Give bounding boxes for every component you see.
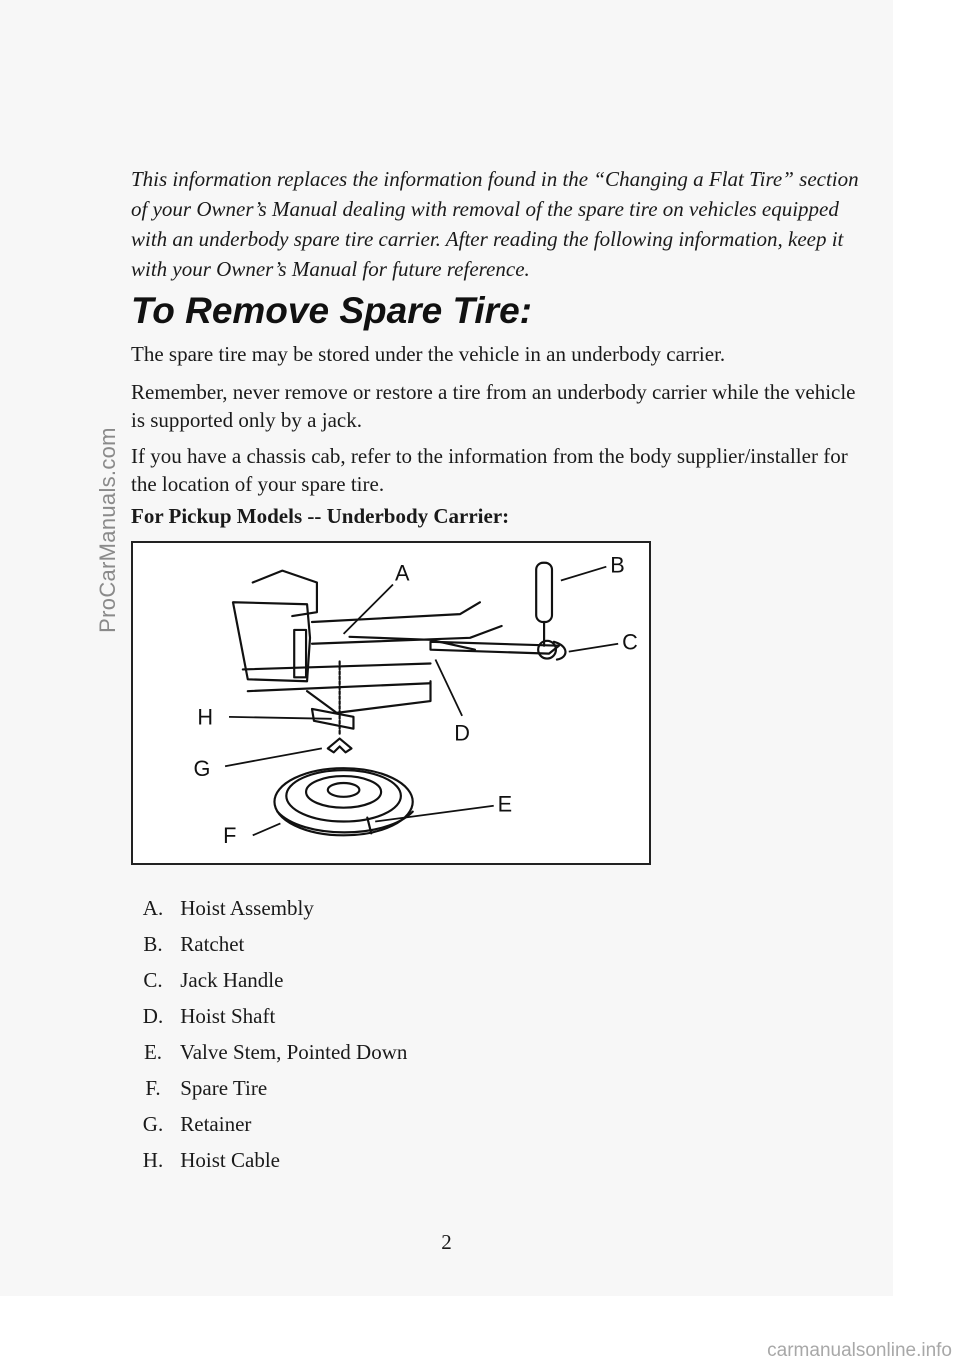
bumper-lines xyxy=(243,663,431,691)
legend-key: H. xyxy=(142,1148,164,1172)
legend-key: G. xyxy=(142,1112,164,1136)
legend-key: E. xyxy=(143,1040,163,1064)
legend-key: D. xyxy=(142,1004,164,1028)
section-heading: To Remove Spare Tire: xyxy=(131,290,532,331)
legend-label: Jack Handle xyxy=(180,968,284,992)
arrow-d xyxy=(435,660,462,716)
ratchet-grip xyxy=(536,563,552,622)
tail-light xyxy=(294,630,306,677)
legend-item xyxy=(131,1106,407,1142)
arrow-b xyxy=(561,567,606,581)
legend-item xyxy=(131,998,407,1034)
legend-item xyxy=(131,1034,407,1070)
subheading-pickup: For Pickup Models -- Underbody Carrier: xyxy=(131,504,510,528)
page-number: 2 xyxy=(441,1230,452,1254)
legend-label: Hoist Cable xyxy=(180,1148,280,1172)
legend-label: Valve Stem, Pointed Down xyxy=(179,1040,408,1064)
callout-g: G xyxy=(193,756,211,782)
legend-label: Hoist Assembly xyxy=(180,896,314,920)
legend-label: Retainer xyxy=(180,1112,252,1136)
legend-item xyxy=(131,962,407,998)
callout-h: H xyxy=(197,704,214,730)
legend-item xyxy=(131,1142,407,1178)
arrow-c xyxy=(569,644,618,652)
callout-c: C xyxy=(622,629,638,655)
legend-key: B. xyxy=(143,932,163,956)
legend-item xyxy=(131,1070,407,1106)
bed-side xyxy=(312,602,502,643)
callout-a: A xyxy=(394,560,410,586)
tire-wheel xyxy=(306,776,381,808)
legend-key: C. xyxy=(143,968,163,992)
intro-note: This information replaces the information found in the “Changing a Flat Tire” section of your Owner’s Manual dealing with removal of the spare tire on vehicles equipped with an underbody spare tire carrier. After reading the following information, keep it with your Owner’s Manual for future reference. xyxy=(131,167,859,281)
bottom-watermark: carmanualsonline.info xyxy=(767,1340,952,1361)
legend-label: Spare Tire xyxy=(180,1076,268,1100)
legend-label: Ratchet xyxy=(180,932,245,956)
arrow-h xyxy=(229,717,332,719)
legend-key: F. xyxy=(145,1076,161,1100)
tire-hub xyxy=(328,783,360,797)
legend-item xyxy=(131,926,407,962)
callout-b: B xyxy=(610,552,625,578)
paragraph-warning: Remember, never remove or restore a tire from an underbody carrier while the vehicle is supported only by a jack. xyxy=(131,380,856,432)
arrow-g xyxy=(225,748,322,766)
legend-item xyxy=(131,890,407,926)
retainer xyxy=(328,739,352,753)
spare-tire-illustration xyxy=(131,541,651,865)
callout-d: D xyxy=(454,720,470,746)
callout-e: E xyxy=(497,791,513,817)
parts-legend xyxy=(131,890,407,1178)
legend-label: Hoist Shaft xyxy=(180,1004,276,1028)
legend-key: A. xyxy=(142,896,164,920)
illustration-drawing xyxy=(133,543,649,863)
paragraph-chassis-cab: If you have a chassis cab, refer to the information from the body supplier/installer for the location of your spare tire. xyxy=(131,444,848,496)
side-watermark-text: ProCarManuals.com xyxy=(95,427,120,633)
paragraph-storage: The spare tire may be stored under the vehicle in an underbody carrier. xyxy=(131,342,726,366)
arrow-a xyxy=(344,584,393,633)
arrow-f xyxy=(253,823,281,835)
callout-f: F xyxy=(223,823,237,849)
